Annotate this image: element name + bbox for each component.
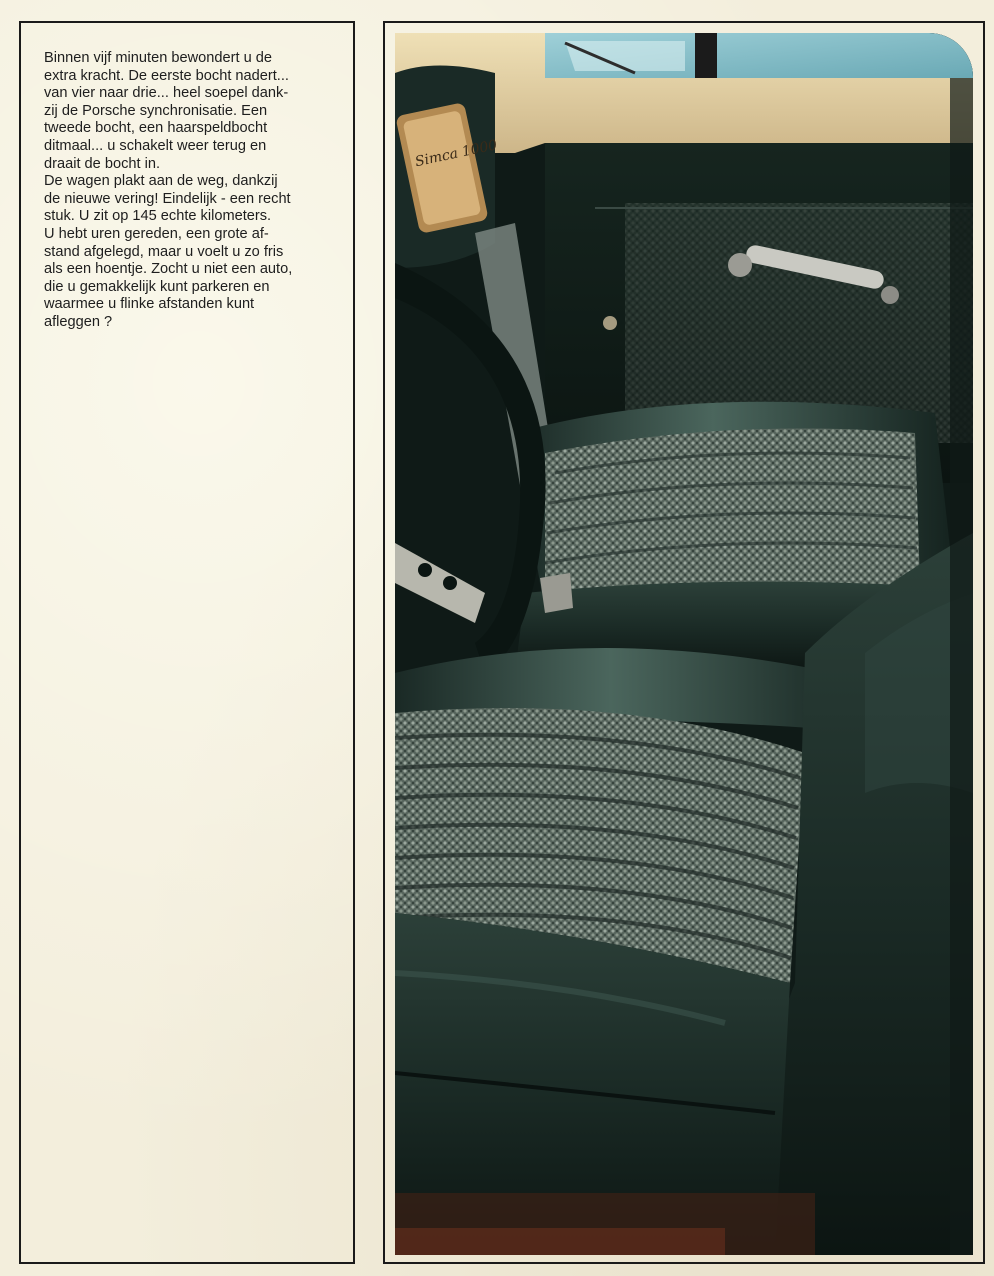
- paragraph-1: Binnen vijf minuten bewondert u de extra kracht. De eerste bocht nadert... van vier naar drie... heel soepel dank- zij de Porsche synchronisatie. Een tweede bocht, een haarspeldbocht ditmaal... u schakelt weer terug en draait de bocht in.: [44, 50, 289, 172]
- door-lock-knob: [603, 316, 617, 330]
- car-interior-photo: [395, 33, 973, 1255]
- body-text: [44, 50, 327, 332]
- dashboard-badge: Simca 1000: [413, 137, 499, 171]
- paragraph-2: De wagen plakt aan de weg, dankzij de nieuwe vering! Eindelijk - een recht stuk. U zit op 145 echte kilometers. U hebt uren gereden, een grote af- stand afgelegd, maar u voelt u zo fris als een hoentje. Zocht u niet een auto, die u gemakkelijk kunt parkeren en waarmee u flinke afstanden kunt afleggen ?: [44, 173, 293, 330]
